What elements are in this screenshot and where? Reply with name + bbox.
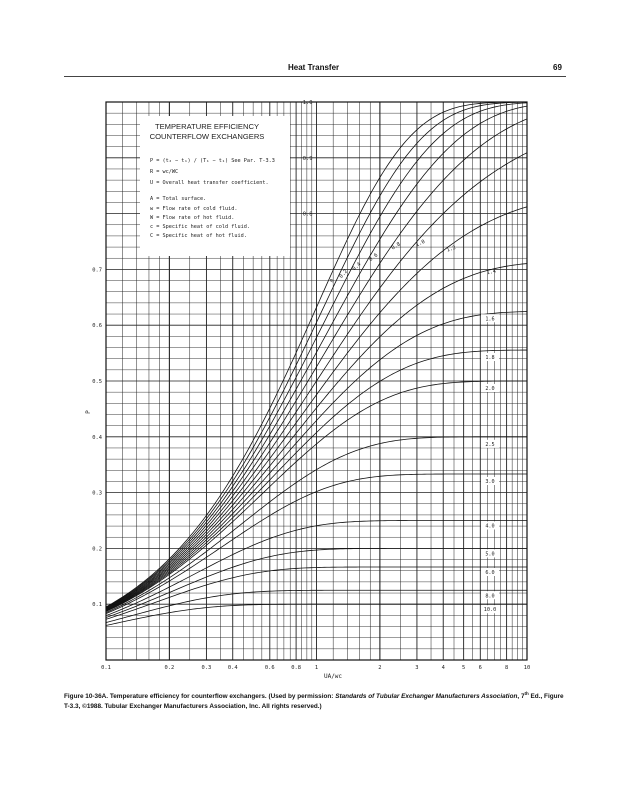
y-tick-label: 0.1 xyxy=(92,602,102,609)
chart-subtitle: COUNTERFLOW EXCHANGERS xyxy=(149,132,265,141)
y-tick-label: 0.8 xyxy=(302,211,313,218)
x-tick-label: 3 xyxy=(415,665,419,671)
series-label-r-2.0: 2.0 xyxy=(485,386,495,392)
caption-label: Figure 10-36A. xyxy=(64,693,109,701)
caption-text-3: Ed., Figure T-3.3, ©1988. Tubular Exchanger Manufacturers Association, Inc. All rights reserved.) xyxy=(64,693,564,710)
caption-text-2: , 7 xyxy=(517,693,525,701)
y-tick-label: 0.4 xyxy=(92,434,102,441)
x-tick-label: 5 xyxy=(462,665,466,671)
series-label-r-1.8: 1.8 xyxy=(485,355,495,361)
series-label-r-8.0: 8.0 xyxy=(485,593,495,600)
y-tick-label: 0.2 xyxy=(92,546,102,553)
figure-caption xyxy=(64,689,566,711)
series-label-r-1.6: 1.6 xyxy=(485,316,495,323)
legend-line-p: P = (t₂ − t₁) / (T₁ − t₁) See Par. T-3.3 xyxy=(150,158,275,164)
series-label-r-0.2: 0.2 xyxy=(338,268,350,280)
series-label-r-0.6: 0.6 xyxy=(368,252,380,263)
x-tick-label: 0.6 xyxy=(264,665,275,671)
chart-title: TEMPERATURE EFFICIENCY xyxy=(154,122,260,131)
x-axis-label: UA/wc xyxy=(323,673,343,680)
y-tick-label: 0.9 xyxy=(302,155,313,162)
series-label-r-10.0: 10.0 xyxy=(483,607,497,614)
series-label-r-5.0: 5.0 xyxy=(485,551,495,558)
x-tick-label: 2 xyxy=(378,665,382,671)
y-tick-label: 0.7 xyxy=(92,267,102,274)
series-label-r-0: 0 xyxy=(329,278,336,285)
x-tick-label: 0.3 xyxy=(201,665,212,671)
series-label-r-6.0: 6.0 xyxy=(485,570,495,576)
series-label-r-1.2: 1.2 xyxy=(445,244,457,254)
series-label-r-0.4: 0.4 xyxy=(351,261,363,273)
series-label-r-3.0: 3.0 xyxy=(485,479,495,485)
caption-sup: th xyxy=(524,691,529,696)
y-tick-label: 1.0 xyxy=(302,100,313,106)
chart-legend xyxy=(140,116,290,256)
page-header-title: Heat Transfer xyxy=(288,63,340,72)
y-axis-label: P xyxy=(85,410,92,414)
legend-line-c-cold: c = Specific heat of cold fluid. xyxy=(150,224,250,230)
caption-source: Standards of Tubular Exchanger Manufacturers Association xyxy=(335,693,518,701)
series-label-r-0.8: 0.8 xyxy=(390,241,402,252)
x-tick-label: 10 xyxy=(523,665,531,671)
legend-line-w-hot: W = Flow rate of hot fluid. xyxy=(150,215,235,221)
legend-line-a: A = Total surface. xyxy=(150,196,207,202)
series-label-r-2.5: 2.5 xyxy=(485,441,495,448)
chart-series-labels xyxy=(329,239,499,613)
series-label-r-1.4: 1.4 xyxy=(486,268,497,277)
series-label-r-1.0: 1.0 xyxy=(414,238,427,249)
y-tick-label: 0.6 xyxy=(92,323,102,330)
x-tick-label: 4 xyxy=(441,665,445,671)
legend-line-r: R = wc/WC xyxy=(150,169,179,175)
x-tick-label: 0.4 xyxy=(227,665,238,671)
x-tick-label: 1 xyxy=(314,665,319,671)
x-tick-label: 6 xyxy=(478,665,482,671)
legend-line-u: U = Overall heat transfer coefficient. xyxy=(150,180,269,186)
legend-line-w-cold: w = Flow rate of cold fluid. xyxy=(150,206,238,212)
x-tick-label: 0.1 xyxy=(101,665,111,671)
x-tick-label: 0.2 xyxy=(164,665,175,671)
series-label-r-4.0: 4.0 xyxy=(485,523,495,530)
page-number: 69 xyxy=(553,63,562,72)
caption-text-1: Temperature efficiency for counterflow exchangers. (Used by permission: xyxy=(109,693,336,701)
x-tick-label: 0.8 xyxy=(291,665,301,671)
legend-line-c-hot: C = Specific heat of hot fluid. xyxy=(150,233,247,239)
y-tick-label: 0.5 xyxy=(92,379,102,385)
y-tick-label: 0.3 xyxy=(92,490,102,497)
x-tick-label: 8 xyxy=(504,665,509,671)
